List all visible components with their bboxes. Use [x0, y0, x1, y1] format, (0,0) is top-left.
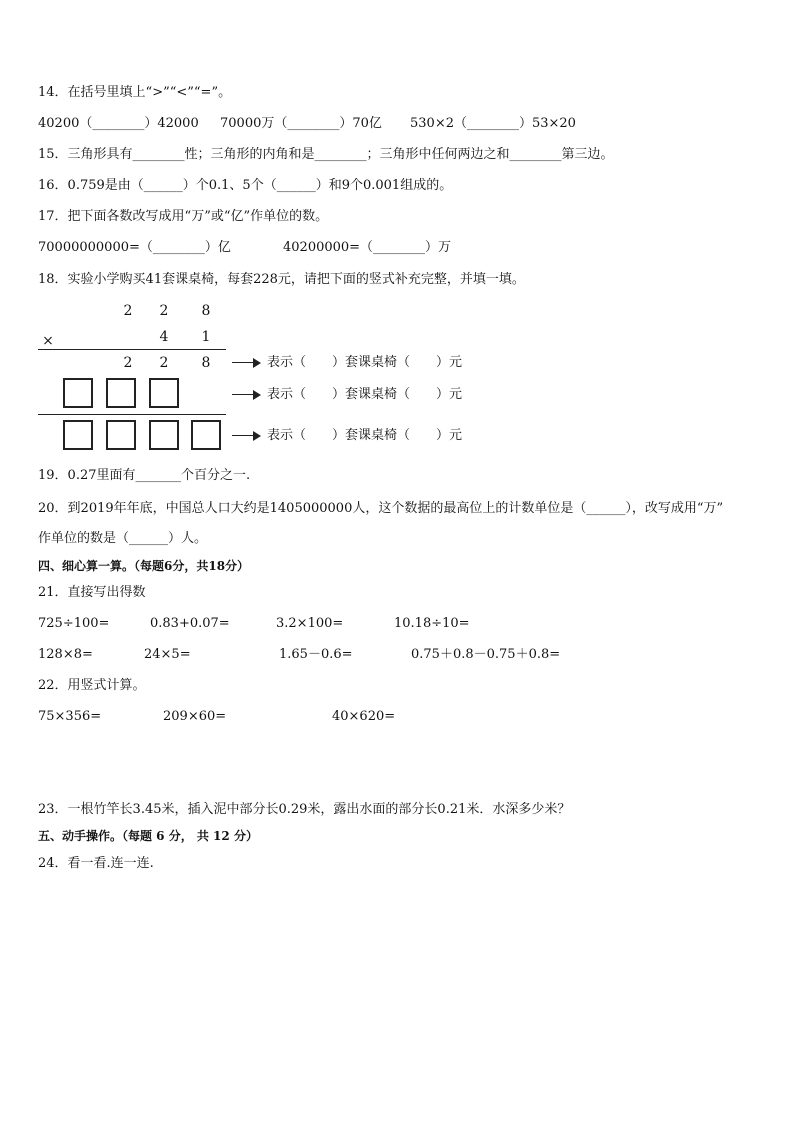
q17-item-2: 40200000=（________）万 [283, 240, 452, 255]
q18-title: 18．实验小学购买41套课桌椅，每套228元，请把下面的竖式补充完整，并填一填。 [38, 272, 525, 287]
q14-item-2: 70000万（________）70亿 [220, 116, 382, 131]
q24: 24．看一看.连一连. [38, 856, 154, 871]
q15: 15．三角形具有________性；三角形的内角和是________；三角形中任何两边之和________第三边。 [38, 147, 614, 162]
answer-box[interactable] [63, 378, 93, 408]
answer-box[interactable] [106, 420, 136, 450]
q21-item: 128×8= [38, 647, 93, 662]
q14-item-3: 530×2（________）53×20 [410, 116, 576, 131]
rule-line [38, 349, 226, 350]
answer-box[interactable] [191, 420, 221, 450]
multiplicand-digit: 8 [201, 303, 211, 319]
arrow-right-icon [232, 390, 262, 400]
q21-item: 0.75＋0.8－0.75＋0.8= [411, 647, 561, 662]
q21-title: 21．直接写出得数 [38, 585, 146, 600]
q21-item: 3.2×100= [276, 616, 344, 631]
q21-item: 725÷100= [38, 616, 110, 631]
rule-line [38, 414, 226, 415]
multiplicand-digit: 2 [123, 303, 133, 319]
section-5-heading: 五、动手操作。（每题 6 分， 共 12 分） [38, 829, 258, 843]
times-sign: × [42, 333, 54, 349]
answer-box[interactable] [149, 420, 179, 450]
multiplier-digit: 1 [201, 329, 211, 345]
row3-description: 表示（ ）套课桌椅（ ）元 [267, 428, 463, 443]
q19: 19．0.27里面有_______个百分之一. [38, 468, 251, 483]
answer-box[interactable] [63, 420, 93, 450]
q21-item: 1.65－0.6= [279, 647, 353, 662]
answer-box[interactable] [106, 378, 136, 408]
q17-title: 17．把下面各数改写成用“万”或“亿”作单位的数。 [38, 209, 329, 224]
answer-box[interactable] [149, 378, 179, 408]
multiplier-digit: 4 [159, 329, 169, 345]
partial-product-digit: 2 [159, 355, 169, 371]
q21-item: 0.83+0.07= [150, 616, 230, 631]
q14-item-1: 40200（________）42000 [38, 116, 199, 131]
partial-product-digit: 8 [201, 355, 211, 371]
section-4-heading: 四、细心算一算。（每题6分，共18分） [38, 559, 250, 573]
row2-description: 表示（ ）套课桌椅（ ）元 [267, 387, 463, 402]
q22-item: 209×60= [163, 709, 227, 724]
q22-item: 40×620= [332, 709, 396, 724]
q21-item: 10.18÷10= [394, 616, 470, 631]
q22-item: 75×356= [38, 709, 102, 724]
q20-line1: 20．到2019年年底，中国总人口大约是1405000000人，这个数据的最高位上的计数单位是（______），改写成用“万” [38, 501, 724, 516]
row1-description: 表示（ ）套课桌椅（ ）元 [267, 355, 463, 370]
multiplicand-digit: 2 [159, 303, 169, 319]
arrow-right-icon [232, 431, 262, 441]
q23: 23．一根竹竿长3.45米，插入泥中部分长0.29米，露出水面的部分长0.21米．水深多少米？ [38, 802, 571, 817]
q17-item-1: 70000000000=（________）亿 [38, 240, 231, 255]
arrow-right-icon [232, 358, 262, 368]
q16: 16．0.759是由（______）个0.1、5个（______）和9个0.001组成的。 [38, 178, 453, 193]
q21-item: 24×5= [144, 647, 191, 662]
q22-title: 22．用竖式计算。 [38, 678, 146, 693]
q14-title: 14．在括号里填上“>”“<”“=”。 [38, 85, 232, 100]
q20-line2: 作单位的数是（______）人。 [38, 531, 208, 546]
partial-product-digit: 2 [123, 355, 133, 371]
